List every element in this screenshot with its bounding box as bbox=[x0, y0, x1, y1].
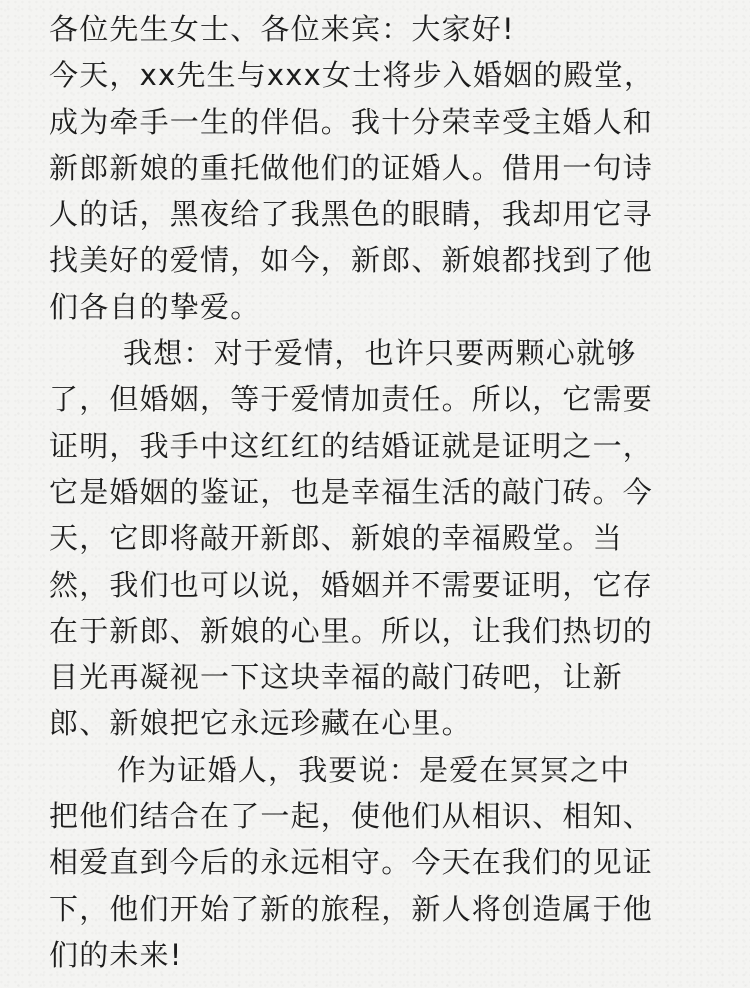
text-line: 新郎新娘的重托做他们的证婚人。借用一句诗 bbox=[49, 150, 654, 185]
text-line: 成为牵手一生的伴侣。我十分荣幸受主婚人和 bbox=[49, 104, 654, 139]
text-line: 郎、新娘把它永远珍藏在心里。 bbox=[49, 706, 472, 741]
text-line: 们各自的挚爱。 bbox=[49, 289, 261, 324]
text-line: 天，它即将敲开新郎、新娘的幸福殿堂。当 bbox=[49, 521, 623, 556]
text-line: 了，但婚姻，等于爱情加责任。所以，它需要 bbox=[49, 382, 654, 417]
greeting-line: 各位先生女士、各位来宾：大家好! bbox=[49, 12, 515, 46]
text-line: 相爱直到今后的永远相守。今天在我们的见证 bbox=[49, 845, 654, 880]
paragraph-start-line: 我想：对于爱情，也许只要两颗心就够 bbox=[123, 336, 637, 371]
text-line: 然，我们也可以说，婚姻并不需要证明，它存 bbox=[49, 567, 654, 602]
text-line: 找美好的爱情，如今，新郎、新娘都找到了他 bbox=[49, 243, 654, 278]
text-line: 证明，我手中这红红的结婚证就是证明之一， bbox=[49, 428, 654, 463]
text-line: 下，他们开始了新的旅程，新人将创造属于他 bbox=[49, 891, 654, 926]
text-line: 它是婚姻的鉴证，也是幸福生活的敲门砖。今 bbox=[49, 474, 654, 509]
text-line: 目光再凝视一下这块幸福的敲门砖吧，让新 bbox=[49, 660, 623, 695]
text-line: 们的未来! bbox=[49, 937, 183, 972]
text-line: 在于新郎、新娘的心里。所以，让我们热切的 bbox=[49, 613, 654, 648]
text-line: 把他们结合在了一起，使他们从相识、相知、 bbox=[49, 799, 654, 834]
text-line: 今天，xx先生与xxx女士将步入婚姻的殿堂， bbox=[49, 58, 655, 93]
text-line: 人的话，黑夜给了我黑色的眼睛，我却用它寻 bbox=[49, 197, 654, 232]
paragraph-start-line: 作为证婚人，我要说：是爱在冥冥之中 bbox=[117, 752, 631, 787]
